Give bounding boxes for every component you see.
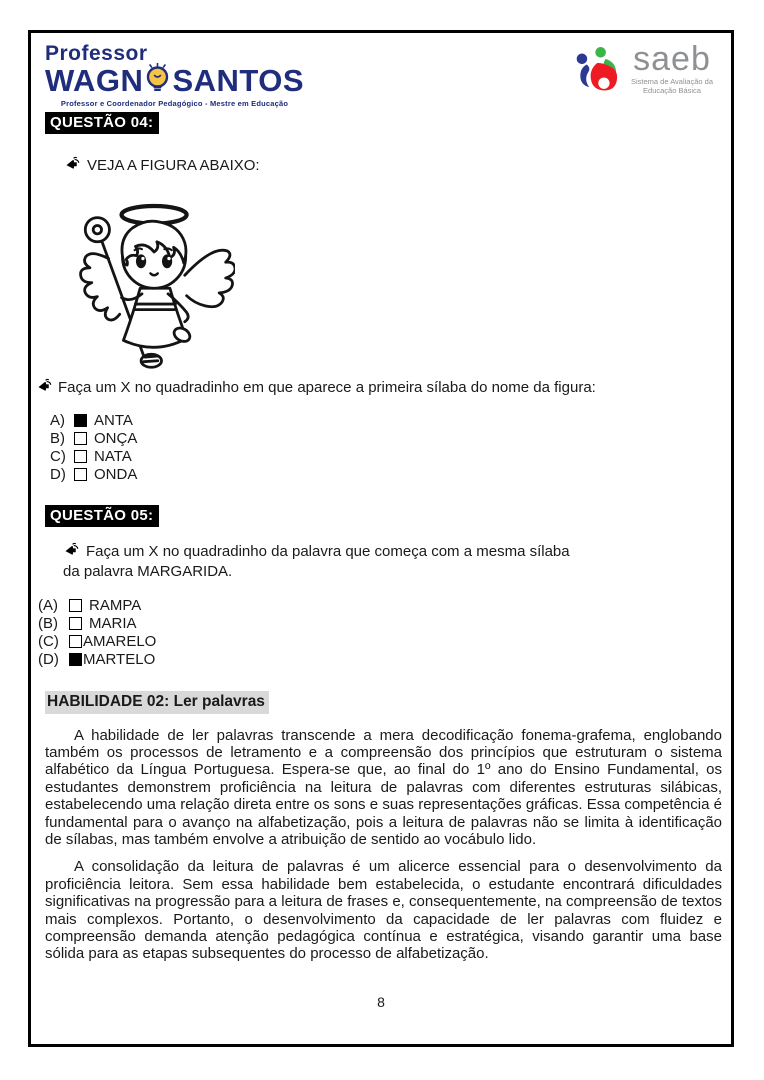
option-row xyxy=(38,633,715,651)
speaker-icon xyxy=(64,156,80,175)
option-row xyxy=(50,448,715,466)
option-letter: (B) xyxy=(38,615,58,632)
option-letter: (C) xyxy=(38,633,59,650)
checkbox[interactable] xyxy=(69,653,82,666)
option-word: ANTA xyxy=(94,412,133,429)
option-word: NATA xyxy=(94,448,132,465)
logo-name-part2: SANTOS xyxy=(172,63,305,98)
saeb-icon xyxy=(573,45,625,102)
skill-paragraph-2: A consolidação da leitura de palavras é um alicerce essencial para o desenvolvimento da proficiência leitora. Sem essa habilidade bem estabelecida, o estudante encontrará dificuldades significativas na progressão para a leitura de frases e, consequentemente, na compreensão de textos mais complexos. Portanto, o desenvolvimento da capacidade de ler palavras com fluidez e compreensão demanda atenção pedagógica contínua e estratégica, visando garantir uma base sólida para as etapas subsequentes do processo de alfabetização. xyxy=(45,858,722,963)
option-row xyxy=(38,597,715,615)
option-row xyxy=(38,651,715,669)
option-row xyxy=(50,412,715,430)
option-letter: (D) xyxy=(38,651,59,668)
question5-prompt-line2: da palavra MARGARIDA. xyxy=(63,562,233,580)
question5-heading: QUESTÃO 05: xyxy=(45,505,159,527)
logo-tagline: Professor e Coordenador Pedagógico - Mestre em Educação xyxy=(60,99,289,108)
option-word: MARTELO xyxy=(83,651,156,668)
saeb-tagline: Sistema de Avaliação da Educação Básica xyxy=(631,76,713,96)
angel-figure xyxy=(49,199,235,371)
question5-options xyxy=(38,597,715,669)
question4-prompt: Faça um X no quadradinho em que aparece a primeira sílaba do nome da figura: xyxy=(58,378,596,396)
option-word: ONDA xyxy=(94,466,138,483)
lightbulb-icon xyxy=(144,63,171,98)
question4-instruction: VEJA A FIGURA ABAIXO: xyxy=(87,156,260,174)
speaker-icon xyxy=(63,542,79,561)
option-letter: D) xyxy=(50,466,66,483)
checkbox[interactable] xyxy=(74,414,87,427)
page-border-frame xyxy=(28,30,734,1047)
option-letter: (A) xyxy=(38,597,58,614)
option-letter: B) xyxy=(50,430,65,447)
logo-line1: Professor xyxy=(45,42,148,65)
speaker-icon xyxy=(36,378,52,397)
question4-instruction-line xyxy=(64,156,715,175)
skill-heading: HABILIDADE 02: Ler palavras xyxy=(45,691,269,714)
option-letter: A) xyxy=(50,412,65,429)
checkbox[interactable] xyxy=(74,450,87,463)
option-word: AMARELO xyxy=(83,633,157,650)
logo-name-part1: WAGN xyxy=(45,63,144,98)
option-word: ONÇA xyxy=(94,430,138,447)
page-number: 8 xyxy=(377,994,385,1010)
question4-heading: QUESTÃO 04: xyxy=(45,112,159,134)
checkbox[interactable] xyxy=(69,617,82,630)
option-word: RAMPA xyxy=(89,597,142,614)
question4-prompt-line xyxy=(36,378,706,397)
checkbox[interactable] xyxy=(74,432,87,445)
professor-wagno-santos-logo xyxy=(45,41,304,108)
checkbox[interactable] xyxy=(69,599,82,612)
logo-name xyxy=(45,63,304,98)
checkbox[interactable] xyxy=(69,635,82,648)
question5-prompt-line1: Faça um X no quadradinho da palavra que começa com a mesma sílaba xyxy=(86,542,570,560)
option-row xyxy=(50,430,715,448)
question4-options xyxy=(50,412,715,484)
question5-prompt xyxy=(63,542,643,580)
option-word: MARIA xyxy=(89,615,137,632)
skill-paragraph-1: A habilidade de ler palavras transcende a mera decodificação fonema-grafema, englobando também os processos de letramento e a compreensão dos princípios que estruturam o sistema alfabético da Língua Portuguesa. Espera-se que, ao final do 1º ano do Ensino Fundamental, os estudantes demonstrem proficiência na leitura de palavras com diferentes estruturas silábicas, estabelecendo uma relação direta entre os sons e suas representações gráficas. Essa competência é fundamental para o avanço na alfabetização, pois a leitura de palavras não se limita à identificação de sílabas, mas também envolve a atribuição de sentido ao vocábulo lido. xyxy=(45,726,722,848)
checkbox[interactable] xyxy=(74,468,87,481)
option-row xyxy=(38,615,715,633)
option-row xyxy=(50,466,715,484)
option-letter: C) xyxy=(50,448,66,465)
saeb-wordmark: saeb xyxy=(633,40,711,78)
saeb-logo xyxy=(573,41,715,102)
header xyxy=(45,41,715,108)
